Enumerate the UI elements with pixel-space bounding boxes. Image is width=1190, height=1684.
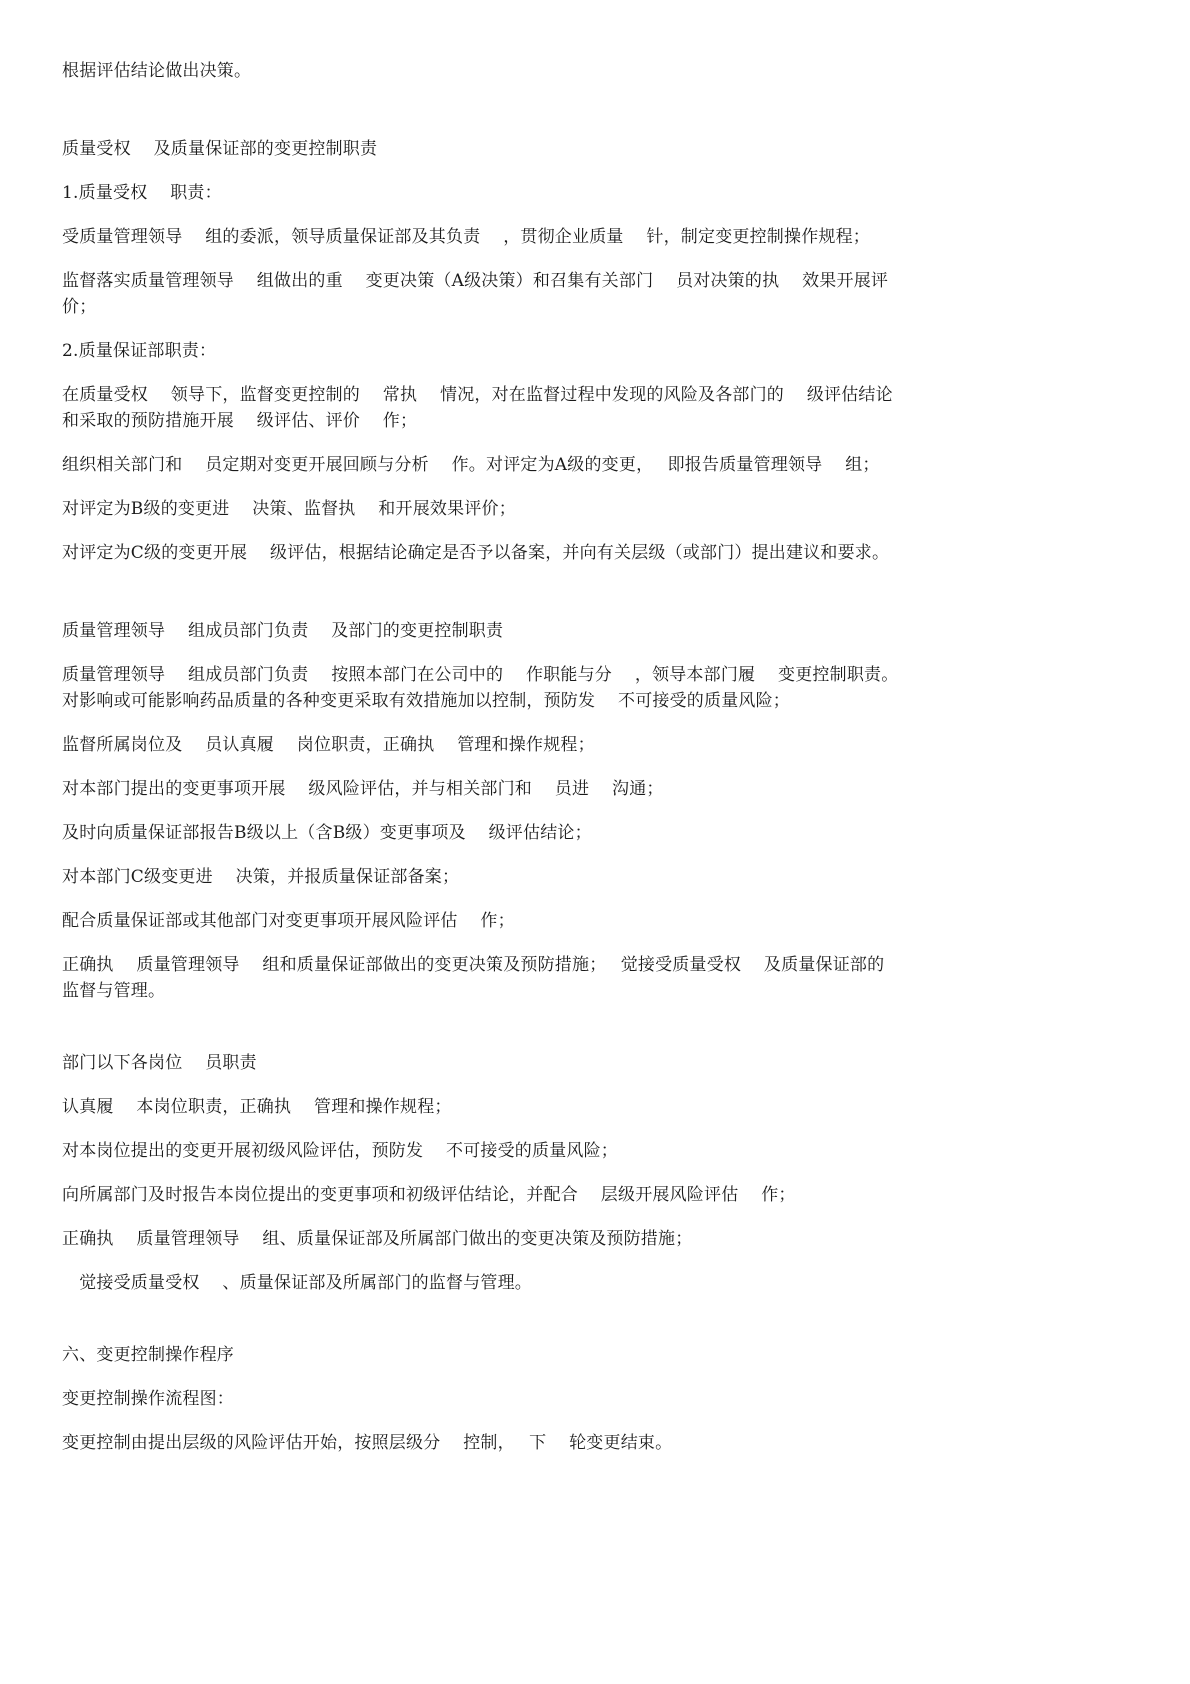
dept-paragraph-1: 质量管理领导 组成员部门负责 按照本部门在公司中的 作职能与分 ，领导本部门履 变更控制职责。对影响或可能影响药品质量的各种变更采取有效措施加以控制，预防发 不可接受的质量风险；: [62, 665, 899, 711]
qa-section-heading: 质量受权 及质量保证部的变更控制职责: [62, 139, 378, 159]
dept-paragraph-6: 配合质量保证部或其他部门对变更事项开展风险评估 作；: [62, 911, 515, 931]
post-paragraph-3: 向所属部门及时报告本岗位提出的变更事项和初级评估结论，并配合 层级开展风险评估 作；: [62, 1185, 796, 1205]
post-paragraph-1: 认真履 本岗位职责，正确执 管理和操作规程；: [62, 1097, 452, 1117]
qa-sub2-paragraph-4: 对评定为C级的变更开展 级评估，根据结论确定是否予以备案，并向有关层级（或部门）提出建议和要求。: [62, 543, 890, 563]
intro-paragraph: 根据评估结论做出决策。: [62, 61, 252, 81]
qa-sub2-paragraph-2: 组织相关部门和 员定期对变更开展回顾与分析 作。对评定为A级的变更， 即报告质量管理领导 组；: [62, 455, 880, 475]
qa-sub1-paragraph-1: 受质量管理领导 组的委派，领导质量保证部及其负责 ，贯彻企业质量 针，制定变更控制操作规程；: [62, 227, 871, 247]
document-page: [62, 58, 900, 1474]
six-paragraph-2: 变更控制由提出层级的风险评估开始，按照层级分 控制， 下 轮变更结束。: [62, 1433, 673, 1453]
qa-sub2-title: 2.质量保证部职责：: [62, 341, 217, 361]
dept-paragraph-7: 正确执 质量管理领导 组和质量保证部做出的变更决策及预防措施； 觉接受质量受权 及质量保证部的监督与管理。: [62, 955, 885, 1001]
dept-paragraph-4: 及时向质量保证部报告B级以上（含B级）变更事项及 级评估结论；: [62, 823, 592, 843]
qa-sub2-paragraph-1: 在质量受权 领导下，监督变更控制的 常执 情况，对在监督过程中发现的风险及各部门的 级评估结论和采取的预防措施开展 级评估、评价 作；: [62, 385, 893, 431]
qa-sub1-paragraph-2: 监督落实质量管理领导 组做出的重 变更决策（A级决策）和召集有关部门 员对决策的执 效果开展评价；: [62, 271, 889, 317]
six-section-heading: 六、变更控制操作程序: [62, 1345, 234, 1365]
dept-paragraph-5: 对本部门C级变更进 决策，并报质量保证部备案；: [62, 867, 460, 887]
post-paragraph-5: 觉接受质量受权 、质量保证部及所属部门的监督与管理。: [62, 1273, 533, 1293]
dept-section-heading: 质量管理领导 组成员部门负责 及部门的变更控制职责: [62, 621, 504, 641]
post-paragraph-4: 正确执 质量管理领导 组、质量保证部及所属部门做出的变更决策及预防措施；: [62, 1229, 693, 1249]
post-paragraph-2: 对本岗位提出的变更开展初级风险评估，预防发 不可接受的质量风险；: [62, 1141, 619, 1161]
six-paragraph-1: 变更控制操作流程图：: [62, 1389, 234, 1409]
post-section-heading: 部门以下各岗位 员职责: [62, 1053, 257, 1073]
qa-sub2-paragraph-3: 对评定为B级的变更进 决策、监督执 和开展效果评价；: [62, 499, 516, 519]
dept-paragraph-2: 监督所属岗位及 员认真履 岗位职责，正确执 管理和操作规程；: [62, 735, 595, 755]
dept-paragraph-3: 对本部门提出的变更事项开展 级风险评估，并与相关部门和 员进 沟通；: [62, 779, 664, 799]
qa-sub1-title: 1.质量受权 职责：: [62, 183, 222, 203]
